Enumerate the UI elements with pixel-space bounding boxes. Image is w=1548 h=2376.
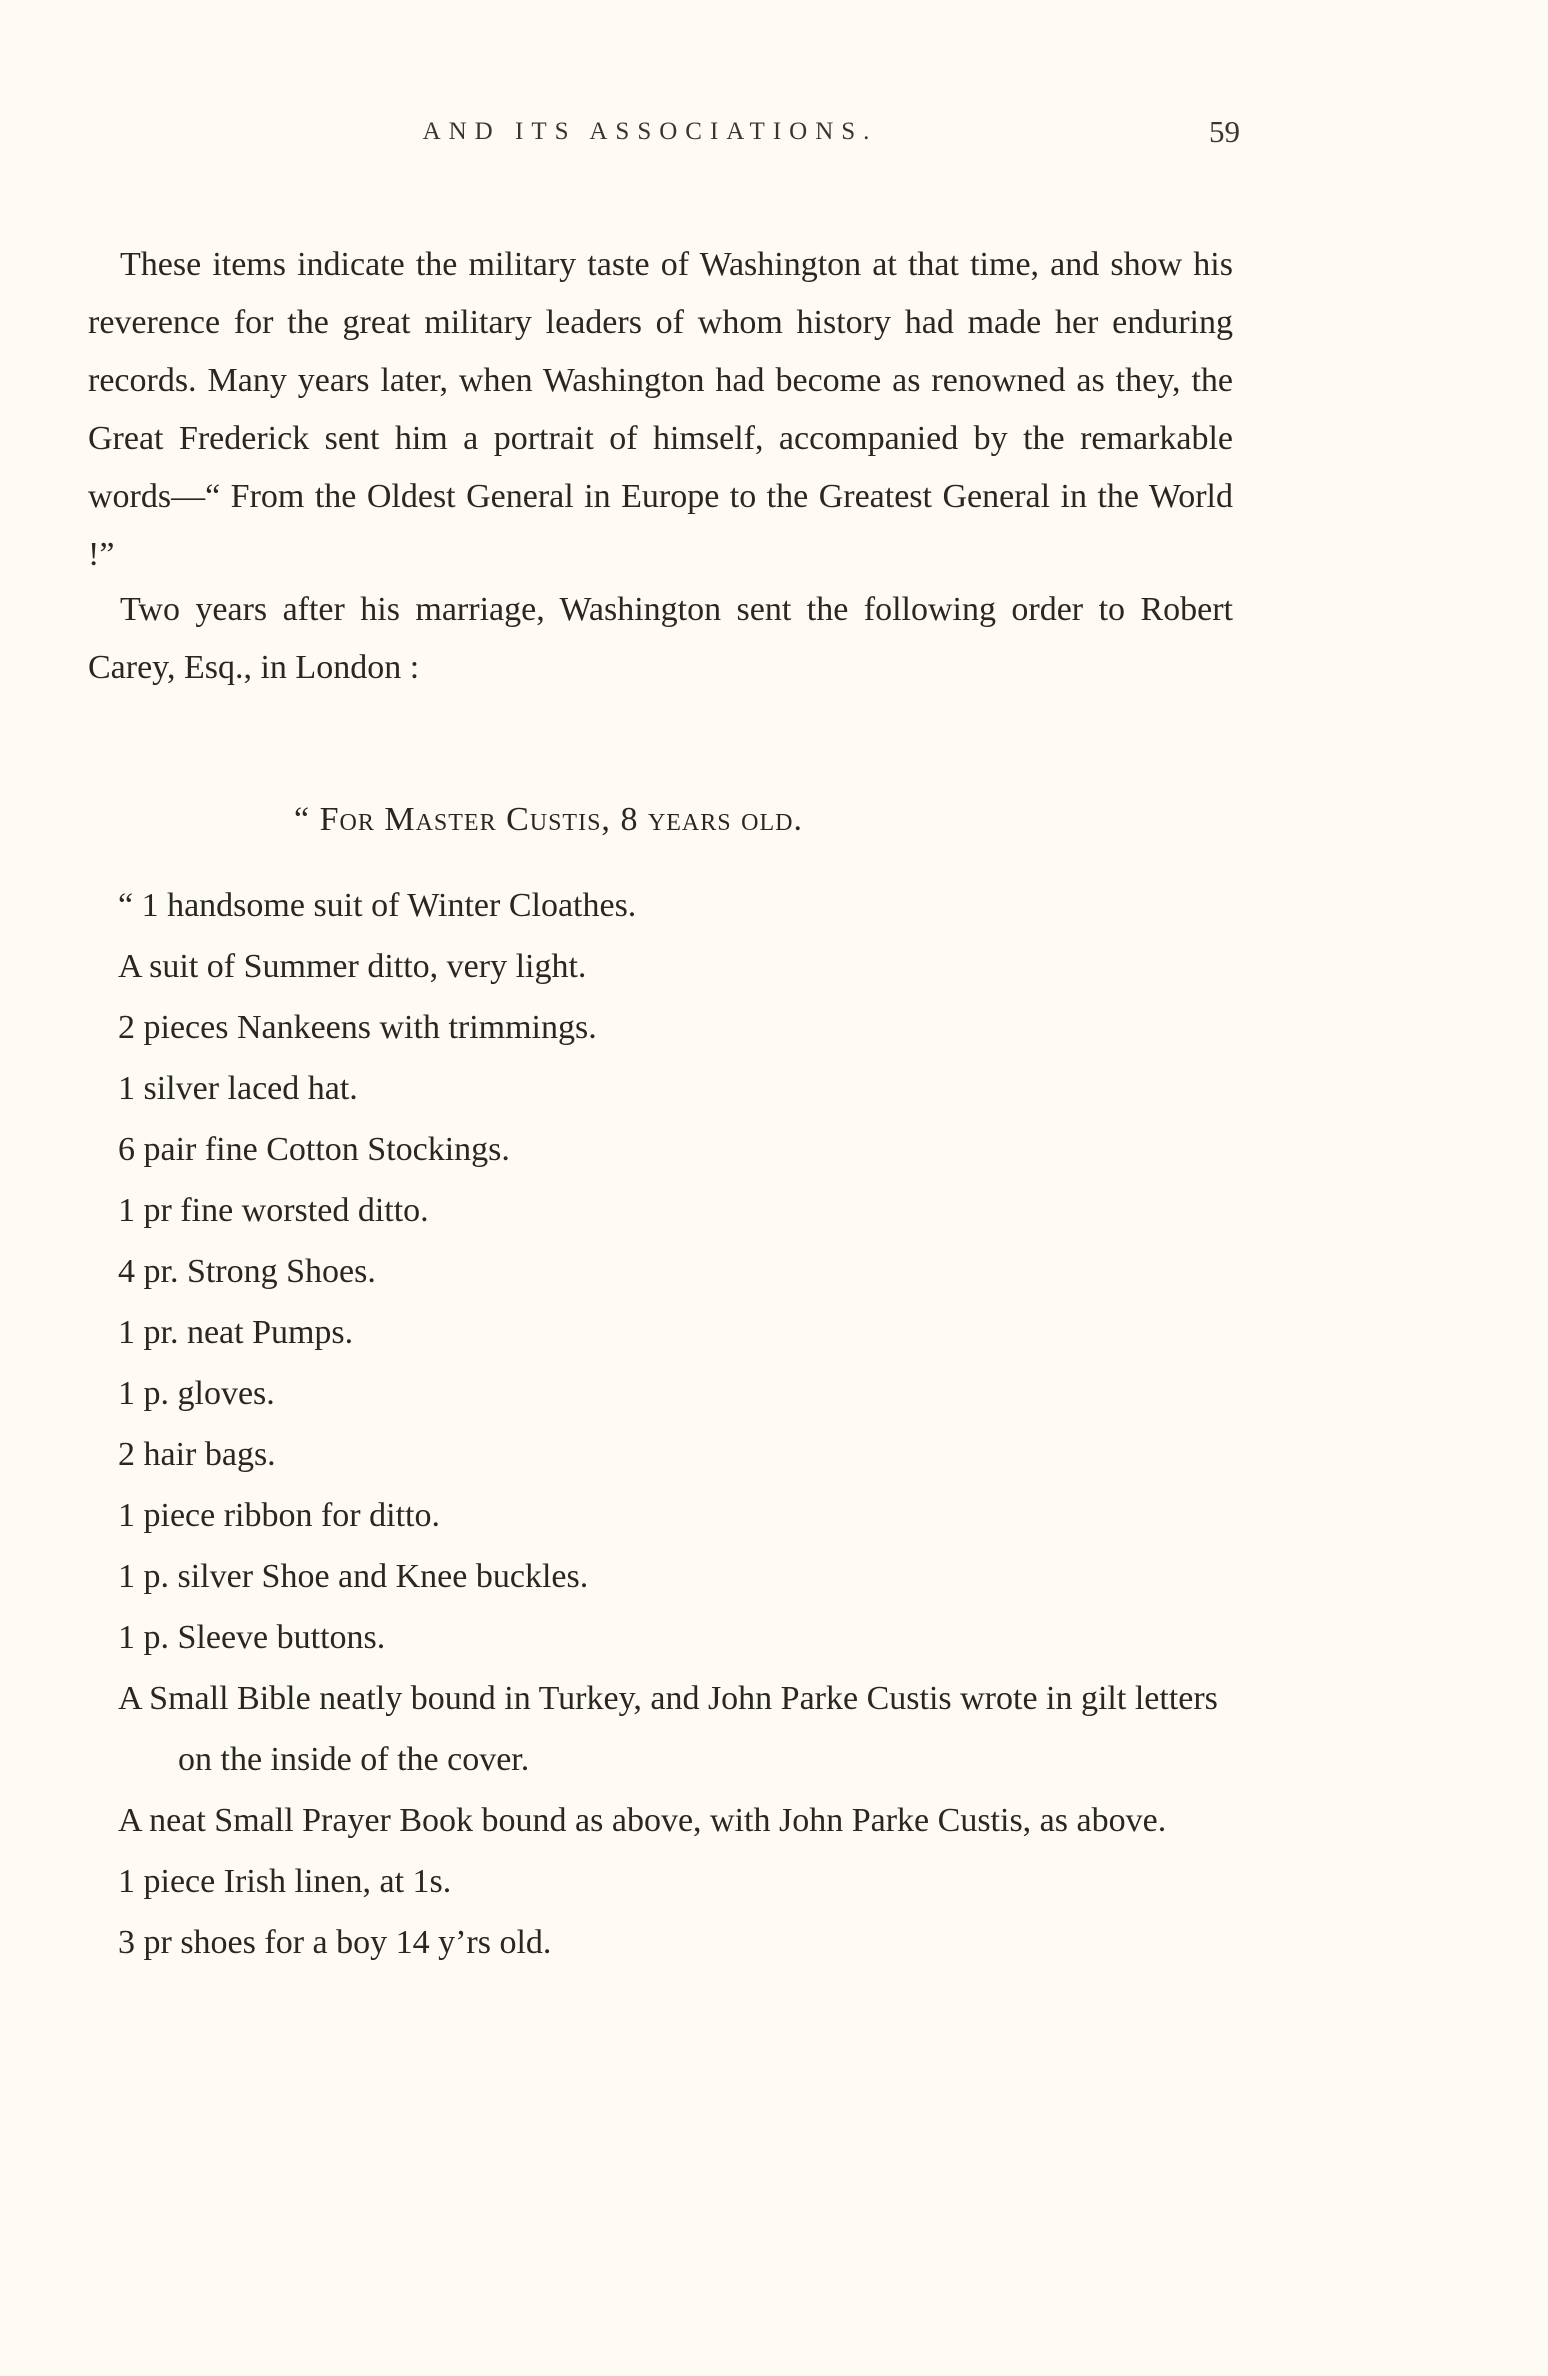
paragraph-order-intro: Two years after his marriage, Washington sent the following order to Robert Carey, Esq., in London : bbox=[88, 591, 1233, 686]
order-item: 1 pr fine worsted ditto. bbox=[118, 1192, 429, 1229]
order-item: 1 piece ribbon for ditto. bbox=[118, 1497, 440, 1534]
order-list bbox=[118, 875, 1238, 1973]
order-item: 1 pr. neat Pumps. bbox=[118, 1314, 354, 1351]
order-item: 2 pieces Nankeens with trimmings. bbox=[118, 1009, 597, 1046]
page-number: 59 bbox=[1209, 114, 1240, 149]
order-item: A neat Small Prayer Book bound as above, with John Parke Custis, as above. bbox=[118, 1802, 1167, 1839]
order-item: 2 hair bags. bbox=[118, 1436, 276, 1473]
order-item: 3 pr shoes for a boy 14 y’rs old. bbox=[118, 1924, 552, 1961]
paragraph-military-taste: These items indicate the military taste of Washington at that time, and show his reverence for the great military leaders of whom history had made her enduring records. Many years later, when Washington had become as renowned as they, the Great Frederick sent him a portrait of himself, accompanied by the remarkable words—“ From the Oldest General in Europe to the Greatest General in the World !” bbox=[88, 246, 1233, 573]
order-item: 1 p. gloves. bbox=[118, 1375, 275, 1412]
order-heading-prefix: “ For Master Custis, bbox=[294, 801, 621, 838]
order-heading bbox=[294, 791, 1014, 849]
order-item: 1 p. silver Shoe and Knee buckles. bbox=[118, 1558, 589, 1595]
order-item: 1 silver laced hat. bbox=[118, 1070, 358, 1107]
order-item: 4 pr. Strong Shoes. bbox=[118, 1253, 376, 1290]
order-item: “ 1 handsome suit of Winter Cloathes. bbox=[118, 887, 637, 924]
running-head: AND ITS ASSOCIATIONS. bbox=[422, 118, 878, 145]
order-item: 1 piece Irish linen, at 1s. bbox=[118, 1863, 452, 1900]
order-item: 6 pair fine Cotton Stockings. bbox=[118, 1131, 510, 1168]
order-item: A suit of Summer ditto, very light. bbox=[118, 948, 587, 985]
order-item: A Small Bible neatly bound in Turkey, and John Parke Custis wrote in gilt letters on the inside of the cover. bbox=[118, 1680, 1218, 1778]
order-item: 1 p. Sleeve buttons. bbox=[118, 1619, 386, 1656]
order-heading-suffix: 8 years old. bbox=[620, 801, 803, 838]
